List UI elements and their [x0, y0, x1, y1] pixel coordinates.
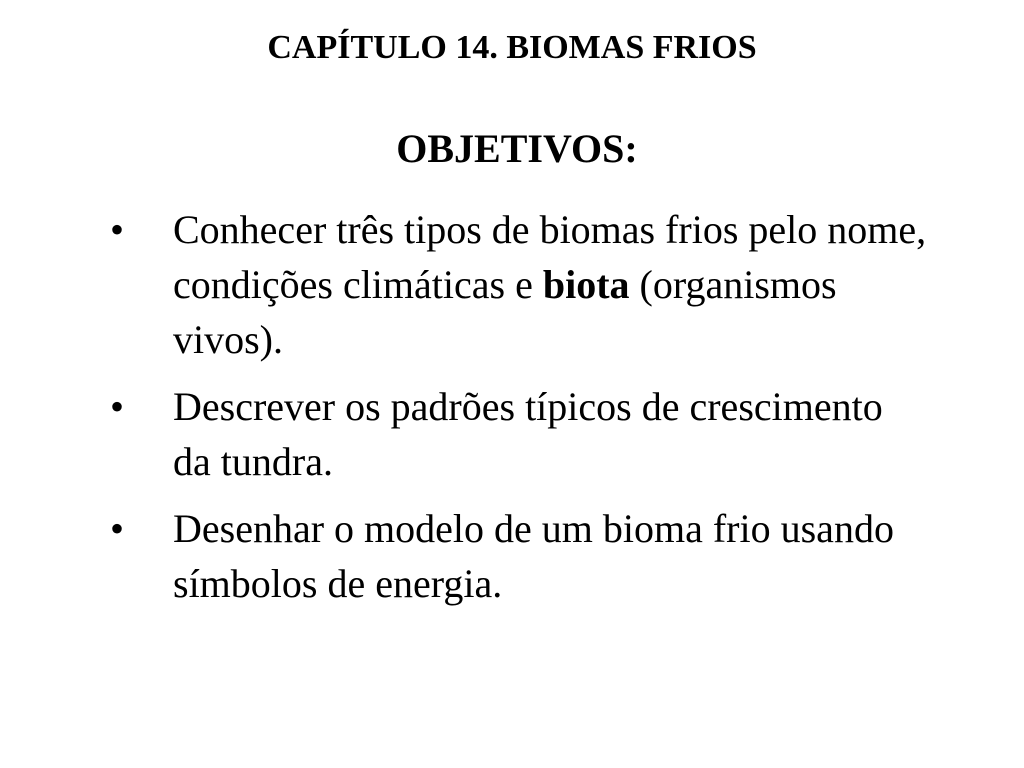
chapter-title: CAPÍTULO 14. BIOMAS FRIOS: [267, 29, 757, 66]
objective-text-start: Conhecer três tipos de biomas frios pelo nome, condições climáticas e: [173, 207, 927, 307]
objective-item-1: [100, 202, 930, 367]
objective-item-2: [100, 379, 930, 489]
objective-item-3: [100, 501, 930, 611]
objective-text-end: (organismos vivos).: [173, 262, 837, 362]
objective-bold-term: biota: [542, 262, 630, 307]
objectives-heading: OBJETIVOS:: [396, 126, 638, 171]
bullet-icon: •: [110, 506, 125, 551]
objective-text: Descrever os padrões típicos de crescimento da tundra.: [173, 384, 883, 484]
bullet-icon: •: [110, 207, 125, 252]
bullet-icon: •: [110, 384, 125, 429]
objectives-list: [100, 202, 930, 623]
objective-text: Desenhar o modelo de um bioma frio usando símbolos de energia.: [173, 506, 894, 606]
